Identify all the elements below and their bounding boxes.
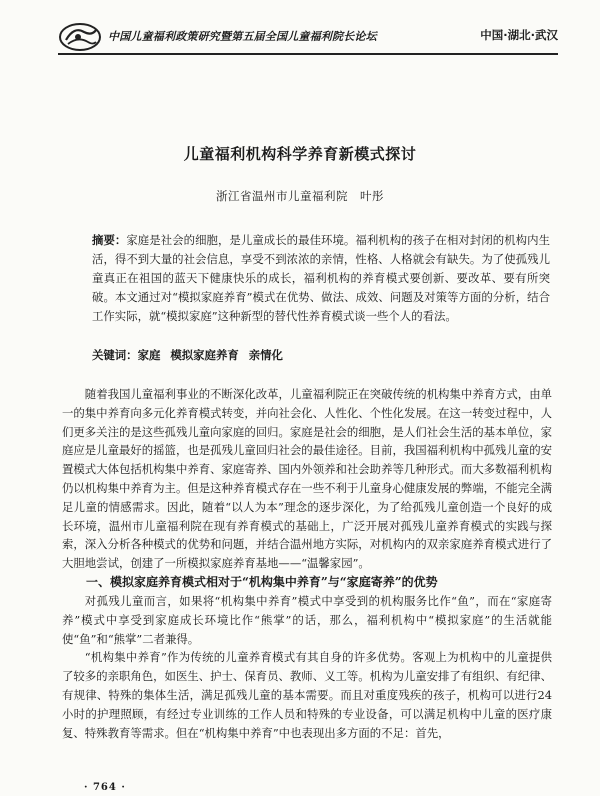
keyword: 亲情化 (248, 348, 283, 362)
section-heading: 一、模拟家庭养育模式相对于“机构集中养育”与“家庭寄养”的优势 (86, 574, 438, 589)
keywords (92, 346, 550, 365)
page-number: · 764 · (84, 782, 126, 793)
article-title: 儿童福利机构科学养育新模式探讨 (183, 145, 417, 163)
abstract (92, 231, 550, 326)
body-paragraph: “机构集中养育”作为传统的儿童养育模式有其自身的许多优势。客观上为机构中的儿童提供了较多的亲职角色，如医生、护士、保育员、教师、义工等。机构为儿童安排了有组织、有纪律、有规律、特殊的集体生活，满足孤残儿童的基本需要。而且对重度残疾的孩子，机构可以进行24小时的护理照顾，有经过专业训练的工作人员和特殊的专业设备，可以满足机构中儿童的医疗康复、特殊教育等需求。但在“机构集中养育”中也表现出多方面的不足：首先， (62, 650, 552, 740)
header-rule (58, 53, 558, 55)
forum-logo-icon (58, 22, 102, 52)
abstract-label: 摘要： (92, 233, 127, 247)
keyword: 模拟家庭养育 (170, 348, 239, 362)
body-text (62, 385, 552, 742)
keywords-label: 关键词： (92, 348, 138, 362)
conference-location: 中国·湖北·武汉 (480, 28, 558, 42)
keyword: 家庭 (137, 348, 161, 362)
author-line: 浙江省温州市儿童福利院 叶彤 (216, 189, 384, 203)
running-title: 中国儿童福利政策研究暨第五届全国儿童福利院长论坛 (108, 30, 377, 43)
body-paragraph: 对孤残儿童而言，如果将“机构集中养育”模式中享受到的机构服务比作“鱼”，而在“家庭寄养”模式中享受到家庭成长环境比作“熊掌”的话，那么，福利机构中“模拟家庭”的生活就能使“鱼”和“熊掌”二者兼得。 (62, 593, 552, 646)
abstract-text: 家庭是社会的细胞，是儿童成长的最佳环境。福利机构的孩子在相对封闭的机构内生活，得不到大量的社会信息，享受不到浓浓的亲情，性格、人格就会有缺失。为了使孤残儿童真正在祖国的蓝天下健康快乐的成长，福利机构的养育模式要创新、要改革、要有所突破。本文通过对“模拟家庭养育”模式在优势、做法、成效、问题及对策等方面的分析，结合工作实际，就“模拟家庭”这种新型的替代性养育模式谈一些个人的看法。 (92, 233, 550, 323)
body-paragraph: 随着我国儿童福利事业的不断深化改革，儿童福利院正在突破传统的机构集中养育方式，由单一的集中养育向多元化养育模式转变，并向社会化、人性化、个性化发展。在这一转变过程中，人们更多关注的是这些孤残儿童向家庭的回归。家庭是社会的细胞，是人们社会生活的基本单位，家庭应是儿童最好的摇篮，也是孤残儿童回归社会的最佳途径。目前，我国福利机构中孤残儿童的安置模式大体包括机构集中养育、家庭寄养、国内外领养和社会助养等几种形式。而大多数福利机构仍以机构集中养育为主。但是这种养育模式存在一些不利于儿童身心健康发展的弊端，不能完全满足儿童的情感需求。因此，随着“以人为本”理念的逐步深化，为了给孤残儿童创造一个良好的成长环境，温州市儿童福利院在现有养育模式的基础上，广泛开展对孤残儿童养育模式的实践与探索，深入分析各种模式的优势和问题，并结合温州地方实际，对机构内的双亲家庭养育模式进行了大胆地尝试，创建了一所模拟家庭养育基地——“温馨家园”。 (62, 387, 552, 571)
page-header (58, 22, 558, 52)
